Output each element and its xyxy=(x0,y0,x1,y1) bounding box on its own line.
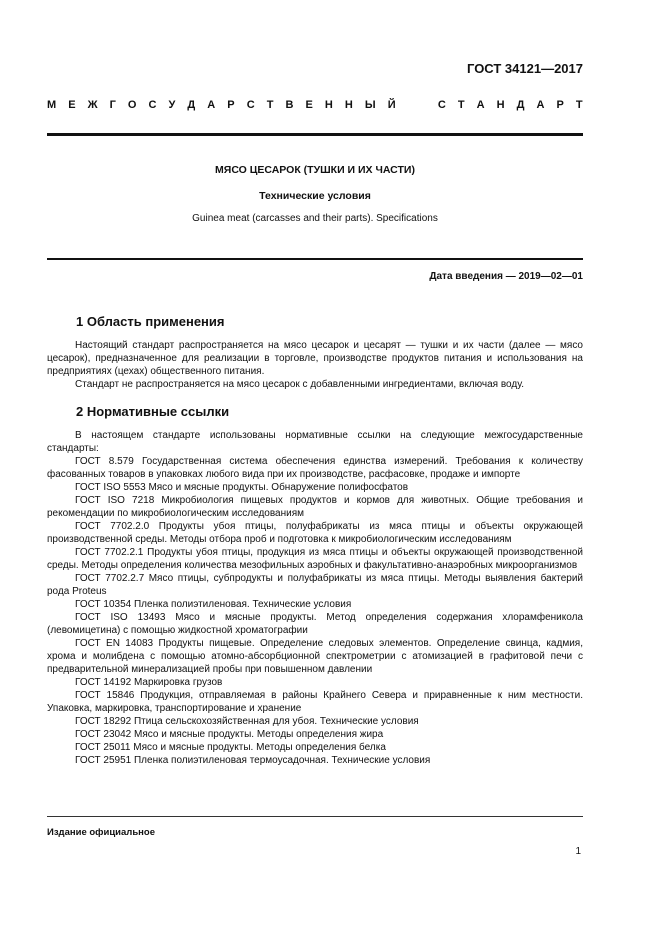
section-heading: 2 Нормативные ссылки xyxy=(76,404,230,419)
banner-gap xyxy=(408,99,411,111)
standard-banner xyxy=(47,99,583,111)
banner-letter: Т xyxy=(575,99,583,111)
banner-letter: Н xyxy=(344,99,353,111)
footer-divider xyxy=(47,816,583,817)
reference-item: ГОСТ 10354 Пленка полиэтиленовая. Технические условия xyxy=(75,599,352,610)
reference-item: ГОСТ EN 14083 Продукты пищевые. Определение следовых элементов. Определение свинца, кадмия, хрома и молибдена с помощью атомно-абсорбционной спектрометрии с атомизацией в графитовой печи с предварительной минерализацией пробы при повышенном давлении xyxy=(47,638,583,675)
banner-letter: Й xyxy=(387,99,396,111)
banner-letter: Д xyxy=(187,99,196,111)
banner-letter: Д xyxy=(516,99,525,111)
reference-item: ГОСТ 15846 Продукция, отправляемая в районы Крайнего Севера и приравненные к ним местности. Упаковка, маркировка, транспортирование и хранение xyxy=(47,690,583,714)
paragraph: Настоящий стандарт распространяется на мясо цесарок и цесарят — тушки и их части (далее — мясо цесарок), предназначенное для реализации в торговле, производстве продуктов питания и использования на предприятиях (цехах) общественного питания. xyxy=(47,340,583,377)
reference-item: ГОСТ 18292 Птица сельскохозяйственная для убоя. Технические условия xyxy=(75,716,419,727)
reference-item: ГОСТ 14192 Маркировка грузов xyxy=(75,677,223,688)
banner-letter: Н xyxy=(324,99,333,111)
banner-letter: Т xyxy=(266,99,274,111)
document-title-english: Guinea meat (carcasses and their parts). Specifications xyxy=(192,213,438,224)
section-normative-references xyxy=(47,404,583,767)
banner-letter: С xyxy=(246,99,255,111)
reference-item: ГОСТ 23042 Мясо и мясные продукты. Методы определения жира xyxy=(75,729,384,740)
banner-letter: А xyxy=(207,99,216,111)
banner-letter: Г xyxy=(109,99,116,111)
reference-item: ГОСТ 7702.2.0 Продукты убоя птицы, полуфабрикаты из мяса птицы и объекты окружающей производственной среды. Методы отбора проб и подготовка к микробиологическим исследованиям xyxy=(47,521,583,545)
edition-note: Издание официальное xyxy=(47,827,155,838)
reference-item: ГОСТ 8.579 Государственная система обеспечения единства измерений. Требования к количеству фасованных товаров в упаковках любого вида при их производстве, расфасовке, продаже и импорте xyxy=(47,456,583,480)
banner-letter: Ж xyxy=(87,99,98,111)
banner-letter: С xyxy=(437,99,446,111)
document-title: МЯСО ЦЕСАРОК (ТУШКИ И ИХ ЧАСТИ) xyxy=(215,164,415,176)
page-number: 1 xyxy=(575,846,581,857)
document-subtitle: Технические условия xyxy=(259,190,371,202)
reference-item: ГОСТ 7702.2.7 Мясо птицы, субпродукты и полуфабрикаты из мяса птицы. Методы выявления бактерий рода Proteus xyxy=(47,573,583,597)
section-heading: 1 Область применения xyxy=(76,314,225,329)
section-scope xyxy=(47,314,583,391)
paragraph: Стандарт не распространяется на мясо цесарок с добавленными ингредиентами, включая воду. xyxy=(75,379,524,390)
gost-code: ГОСТ 34121—2017 xyxy=(467,61,583,76)
banner-letter: В xyxy=(285,99,294,111)
banner-letter: Ы xyxy=(364,99,376,111)
banner-letter: Р xyxy=(556,99,564,111)
banner-letter: Т xyxy=(457,99,465,111)
introduction-date: Дата введения — 2019—02—01 xyxy=(429,271,583,282)
title-divider xyxy=(47,258,583,260)
banner-gap xyxy=(423,99,426,111)
banner-letter: О xyxy=(127,99,137,111)
reference-item: ГОСТ 25951 Пленка полиэтиленовая термоусадочная. Технические условия xyxy=(75,755,431,766)
banner-letter: А xyxy=(476,99,485,111)
paragraph: В настоящем стандарте использованы нормативные ссылки на следующие межгосударственные стандарты: xyxy=(47,430,583,454)
reference-item: ГОСТ ISO 13493 Мясо и мясные продукты. Метод определения содержания хлорамфеникола (левомицетина) с помощью жидкостной хроматографии xyxy=(47,612,583,636)
banner-letter: А xyxy=(536,99,545,111)
reference-item: ГОСТ 25011 Мясо и мясные продукты. Методы определения белка xyxy=(75,742,386,753)
reference-item: ГОСТ 7702.2.1 Продукты убоя птицы, продукция из мяса птицы и объекты окружающей производственной среды. Методы определения количества мезофильных аэробных и факультативно-анаэробных микроорганизмов xyxy=(47,547,583,571)
document-body xyxy=(47,314,583,767)
banner-letter: Н xyxy=(496,99,505,111)
banner-letter: М xyxy=(47,99,57,111)
banner-letter: Р xyxy=(227,99,235,111)
header-divider xyxy=(47,133,583,136)
banner-letter: Е xyxy=(305,99,313,111)
reference-item: ГОСТ ISO 5553 Мясо и мясные продукты. Обнаружение полифосфатов xyxy=(75,482,409,493)
banner-letter: Е xyxy=(68,99,76,111)
reference-item: ГОСТ ISO 7218 Микробиология пищевых продуктов и кормов для животных. Общие требования и рекомендации по микробиологическим исследованиям xyxy=(47,495,583,519)
banner-letter: У xyxy=(168,99,176,111)
banner-letter: С xyxy=(148,99,157,111)
